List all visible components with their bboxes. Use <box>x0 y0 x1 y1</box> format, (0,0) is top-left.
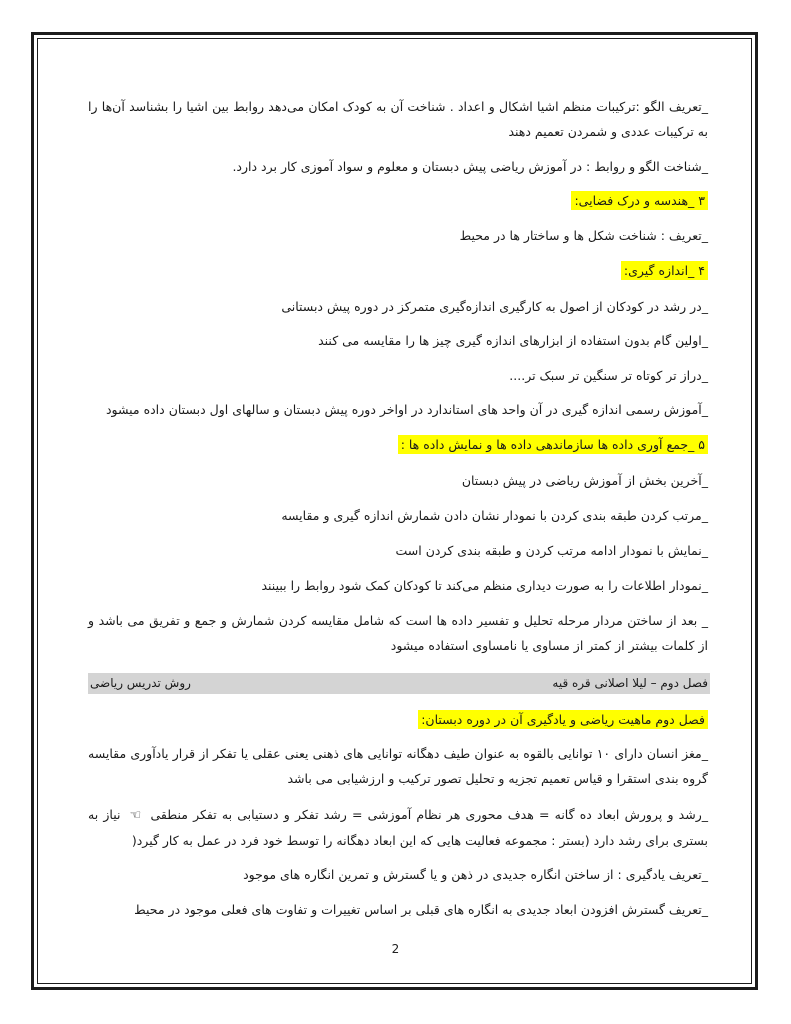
data-item: _آخرین بخش از آموزش ریاضی در پیش دبستان <box>461 473 708 488</box>
chapter-header-bar <box>88 673 710 694</box>
growth-text-part1: _رشد و پرورش ابعاد ده گانه = هدف محوری هر نظام آموزشی = رشد تفکر و دستیابی به تفکر منطقی <box>150 807 708 822</box>
measurement-item: _در رشد در کودکان از اصول به کارگیری اندازه‌گیری متمرکز در دوره پیش دبستانی <box>281 299 708 314</box>
section-4-heading <box>88 258 708 283</box>
measurement-item: _دراز تر کوتاه تر سنگین تر سبک تر.... <box>509 368 708 383</box>
page-number: 2 <box>391 942 400 956</box>
growth-text-part2: نیاز به بستری برای رشد دارد (بستر : مجموعه فعالیت هایی که این ابعاد دهگانه را توسط خود فرد در عمل به کار گیرد( <box>88 807 708 848</box>
measurement-item: _آموزش رسمی اندازه گیری در آن واحد های استاندارد در اواخر دوره پیش دبستان و سالهای اول دبستان داده میشود <box>105 402 708 417</box>
brain-abilities-paragraph: _مغز انسان دارای ۱۰ توانایی بالقوه به عنوان طیف دهگانه توانایی های ذهنی یعنی عقلی یا تفکر از قرار یادآوری مقایسه گروه بندی استقرا و قیاس تعمیم تجزیه و تحلیل تصور ترکیب و ارزشیابی می باشد <box>88 746 708 786</box>
pattern-definition: _تعریف الگو :ترکیبات منظم اشیا اشکال و اعداد . شناخت آن به کودک امکان می‌دهد روابط بین اشیا را بشناسد آن‌ها را به ترکیبات عددی و شمردن تعمیم دهند <box>88 99 708 139</box>
growth-paragraph <box>88 802 708 853</box>
data-item: _نمودار اطلاعات را به صورت دیداری منظم می‌کند تا کودکان کمک شود روابط را ببینند <box>261 578 708 593</box>
course-title: روش تدریس ریاضی <box>90 676 191 690</box>
learning-definition: _تعریف یادگیری : از ساختن انگاره جدیدی در ذهن و یا گسترش و تمرین انگاره های موجود <box>243 867 708 882</box>
pointing-hand-icon: ☜ <box>129 808 142 823</box>
section-5-heading-text: ۵ _جمع آوری داده ها سازماندهی داده ها و نمایش داده ها : <box>398 435 708 454</box>
section-4-heading-text: ۴ _اندازه گیری: <box>621 261 708 280</box>
pattern-recognition: _شناخت الگو و روابط : در آموزش ریاضی پیش دبستان و معلوم و سواد آموزی کار برد دارد. <box>232 159 708 174</box>
data-item: _نمایش با نمودار ادامه مرتب کردن و طبقه بندی کردن است <box>395 543 708 558</box>
expansion-definition: _تعریف گسترش افزودن ابعاد جدیدی به انگاره های قبلی بر اساس تغییرات و تفاوت های فعلی موجود در محیط <box>134 902 708 917</box>
section-3-heading <box>88 188 708 213</box>
data-item: _مرتب کردن طبقه بندی کردن با نمودار نشان دادن شمارش اندازه گیری و مقایسه <box>281 508 708 523</box>
chapter-2-heading-text: فصل دوم ماهیت ریاضی و یادگیری آن در دوره دبستان: <box>418 710 708 729</box>
data-analysis-paragraph: _ بعد از ساختن مردار مرحله تحلیل و تفسیر داده ها است که شامل مقایسه کردن شمارش و جمع و تفریق می باشد و از کلمات بیشتر از کمتر از مساوی یا نامساوی استفاده میشود <box>88 613 708 653</box>
section-3-heading-text: ۳ _هندسه و درک فضایی: <box>571 191 708 210</box>
section-5-heading <box>88 432 708 457</box>
chapter-author: فصل دوم – لیلا اصلانی قره قیه <box>552 676 708 690</box>
geometry-definition: _تعریف : شناخت شکل ها و ساختار ها در محیط <box>459 228 708 243</box>
chapter-2-heading <box>88 707 708 732</box>
measurement-item: _اولین گام بدون استفاده از ابزارهای اندازه گیری چیز ها را مقایسه می کنند <box>318 333 708 348</box>
